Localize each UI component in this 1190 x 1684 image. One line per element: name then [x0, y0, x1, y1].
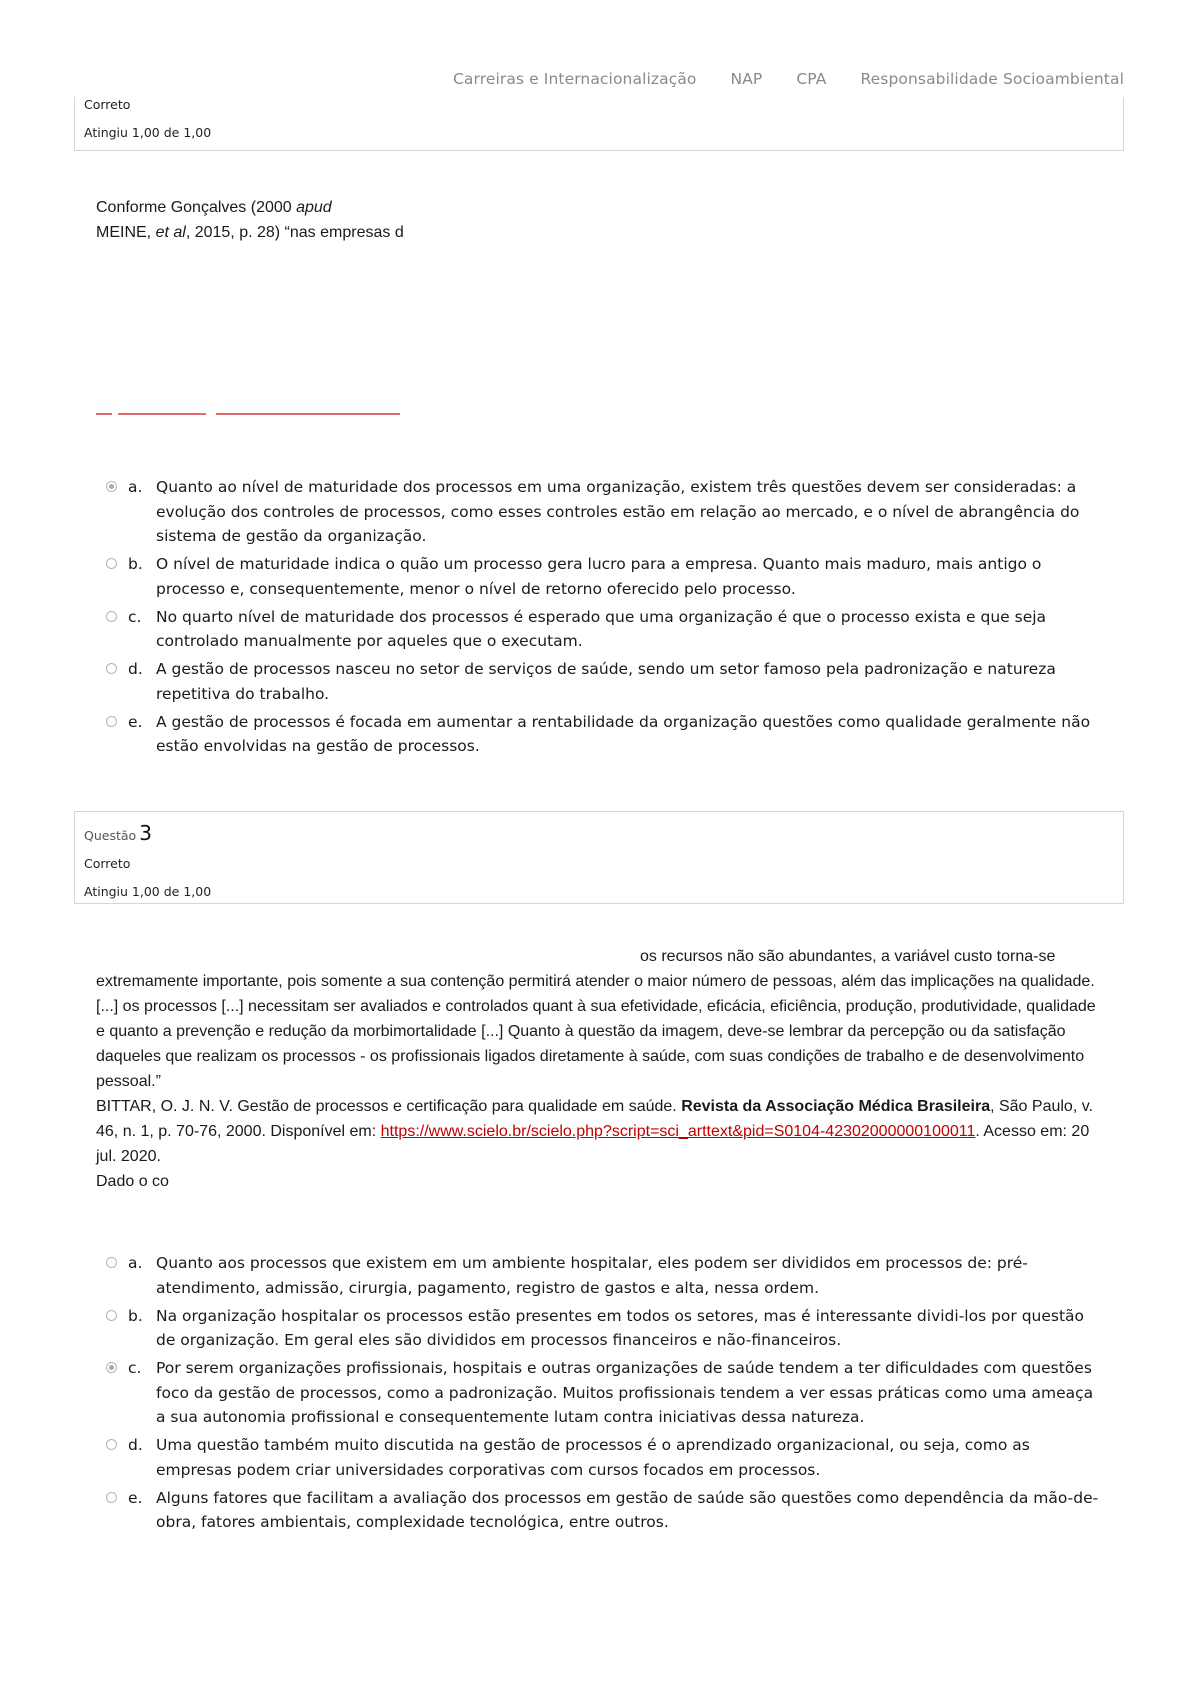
- question-status: Correto: [84, 97, 131, 112]
- reference-link[interactable]: https://www.scielo.br/scielo.php?script=sci_arttext&pid=S0104-42302000000100011: [380, 1123, 976, 1140]
- nav-link-carreiras[interactable]: Carreiras e Internacionalização: [452, 70, 697, 88]
- radio-button[interactable]: [106, 1310, 117, 1321]
- answer-option[interactable]: e. Alguns fatores que facilitam a avaliação dos processos em gestão de saúde são questões como dependência da mão-de-obra, fatores ambientais, complexidade tecnológica, entre outros.: [102, 1486, 1106, 1535]
- question-number: Questão 3: [84, 821, 152, 845]
- question-text: Conforme Gonçalves (2000 apud MEINE, et al, 2015, p. 28) “nas empresas d: [96, 199, 404, 241]
- answer-option[interactable]: a. Quanto aos processos que existem em um ambiente hospitalar, eles podem ser divididos em processos de: pré-atendimento, admissão, cirurgia, pagamento, registro de gastos e alta, nessa ordem.: [102, 1251, 1106, 1300]
- answer-option[interactable]: b. Na organização hospitalar os processos estão presentes em todos os setores, mas é interessante dividi-los por questão de organização. Em geral eles são divididos em processos financeiros e não-financeiros.: [102, 1304, 1106, 1353]
- question-status: Correto: [84, 856, 131, 871]
- radio-button-selected[interactable]: [106, 481, 117, 492]
- question-grade: Atingiu 1,00 de 1,00: [84, 125, 212, 140]
- question-info-box: [74, 811, 1124, 904]
- answer-option[interactable]: c. No quarto nível de maturidade dos processos é esperado que uma organização é que o processo exista e que seja controlado manualmente por aqueles que o executam.: [102, 605, 1106, 654]
- question-info-box: [74, 97, 1124, 151]
- top-navigation: [453, 70, 1124, 88]
- reference: BITTAR, O. J. N. V. Gestão de processos e certificação para qualidade em saúde. Revista da Associação Médica Brasileira, São Paulo, v. 46, n. 1, p. 70-76, 2000. Disponível em: https://www.scielo.br/scielo.php?script=sci_arttext&pid=S0104-42302000000100011. Acesso em: 20 jul. 2020.: [96, 1098, 1093, 1165]
- answer-option[interactable]: d. Uma questão também muito discutida na gestão de processos é o aprendizado organizacional, ou seja, como as empresas podem criar universidades corporativas com cursos focados em processos.: [102, 1433, 1106, 1482]
- question-grade: Atingiu 1,00 de 1,00: [84, 884, 212, 899]
- radio-button-selected[interactable]: [106, 1362, 117, 1373]
- radio-button[interactable]: [106, 558, 117, 569]
- question-paragraph: os recursos não são abundantes, a variável custo torna-se extremamente importante, pois somente a sua contenção permitirá atender o maior número de pessoas, além das implicações na qualidade. [...] os processos [...] necessitam ser avaliados e controlados quant à sua efetividade, eficácia, eficiência, produção, produtividade, qualidade e quanto a prevenção e redução da morbimortalidade [...] Quanto à questão da imagem, deve-se lembrar da percepção ou da satisfação daqueles que realizam os processos - os profissionais ligados diretamente à saúde, com suas condições de trabalho e de desenvolvimento pessoal.”: [96, 948, 1096, 1090]
- radio-button[interactable]: [106, 1439, 117, 1450]
- radio-button[interactable]: [106, 1257, 117, 1268]
- question-prompt: Dado o co: [96, 1173, 169, 1190]
- nav-link-nap[interactable]: NAP: [730, 70, 763, 88]
- answer-option[interactable]: c. Por serem organizações profissionais, hospitais e outras organizações de saúde tendem a ter dificuldades com questões foco da gestão de processos, como a padronização. Muitos profissionais tendem a ver essas práticas como uma ameaça a sua autonomia profissional e consequentemente lutam contra iniciativas dessa natureza.: [102, 1356, 1106, 1430]
- radio-button[interactable]: [106, 1492, 117, 1503]
- answer-option[interactable]: b. O nível de maturidade indica o quão um processo gera lucro para a empresa. Quanto mais maduro, mais antigo o processo e, consequentemente, menor o nível de retorno oferecido pelo processo.: [102, 552, 1106, 601]
- answer-options: [102, 1251, 1106, 1538]
- answer-options: [102, 475, 1106, 762]
- nav-link-responsabilidade[interactable]: Responsabilidade Socioambiental: [860, 70, 1124, 88]
- radio-button[interactable]: [106, 716, 117, 727]
- radio-button[interactable]: [106, 611, 117, 622]
- question-text: [96, 944, 1106, 1194]
- answer-option[interactable]: e. A gestão de processos é focada em aumentar a rentabilidade da organização questões como qualidade geralmente não estão envolvidas na gestão de processos.: [102, 710, 1106, 759]
- answer-option[interactable]: d. A gestão de processos nasceu no setor de serviços de saúde, sendo um setor famoso pela padronização e natureza repetitiva do trabalho.: [102, 657, 1106, 706]
- nav-link-cpa[interactable]: CPA: [796, 70, 827, 88]
- radio-button[interactable]: [106, 663, 117, 674]
- answer-option[interactable]: a. Quanto ao nível de maturidade dos processos em uma organização, existem três questões devem ser consideradas: a evolução dos controles de processos, como esses controles estão em relação ao mercado, e o nível de abrangência do sistema de gestão da organização.: [102, 475, 1106, 549]
